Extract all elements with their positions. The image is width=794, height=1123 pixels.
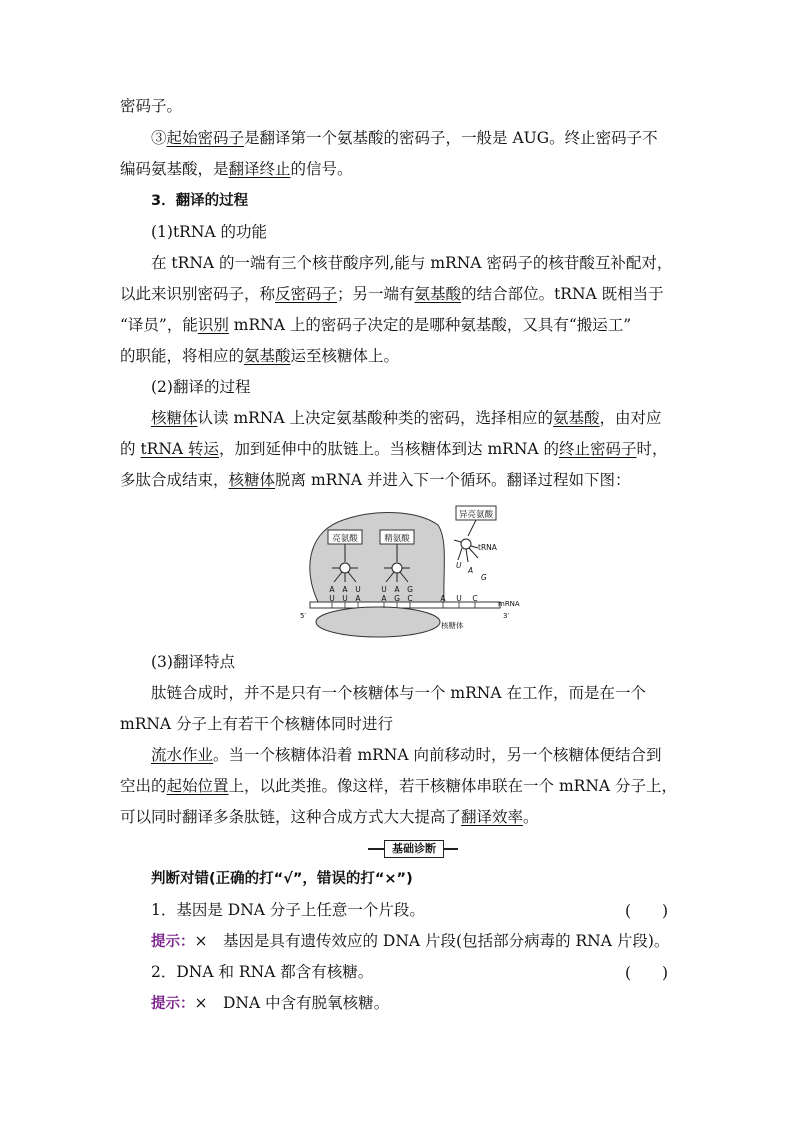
anticodon-base: G [481,573,487,582]
ribosome-small-subunit [316,607,440,637]
text: 运至核糖体上。 [290,347,400,365]
exercise-instructions: 判断对错(正确的打“√”，错误的打“×”) [151,871,413,887]
trna-molecule [454,520,478,562]
underlined-term: 翻译效率 [461,808,524,826]
question-2: 2．DNA 和 RNA 都含有核糖。 [151,963,374,981]
underlined-term: 流水作业 [151,746,214,764]
paragraph-line [120,95,680,117]
anticodon-base: U [381,585,387,594]
codon-base: C [472,594,478,603]
underlined-term: 起始密码子 [166,129,245,147]
codon-base: U [342,594,348,603]
section-heading: 3．翻译的过程 [151,193,249,209]
anticodon-base: A [468,566,474,575]
underlined-term: 起始位置 [166,777,229,795]
codon-base: U [329,594,335,603]
anticodon-base: A [394,585,400,594]
anticodon-base: U [456,561,462,570]
answer-blank-1: ( ) [625,902,669,920]
paragraph-line: 在 tRNA 的一端有三个核苷酸序列,能与 mRNA 密码子的核苷酸互补配对， [151,254,673,272]
text: 脱离 mRNA 并进入下一个循环。翻译过程如下图： [275,471,631,489]
paragraph-line [151,127,711,149]
text: 上，以此类推。像这样，若干核糖体串联在一个 mRNA 分子上， [228,777,678,795]
text: 是翻译第一个氨基酸的密码子，一般是 AUG。终止密码子不 [244,129,658,147]
hint-text: DNA 中含有脱氧核糖。 [207,994,390,1012]
underlined-term: 识别 [197,316,229,334]
ribosome-label: 核糖体 [441,621,464,630]
codon-base: A [381,594,387,603]
paragraph-line [120,283,680,305]
anticodon-base: A [342,585,348,594]
text: ③ [151,129,167,147]
underlined-term: 氨基酸 [414,285,462,303]
text: 的信号。 [290,160,353,178]
codon-base: G [394,594,400,603]
paragraph-line: mRNA 分子上有若干个核糖体同时进行 [120,715,394,733]
paragraph-line [120,775,680,797]
hint-label: 提示： [151,934,195,950]
amino-acid-label: 精氨酸 [384,534,410,544]
wrong-mark: × [194,932,208,950]
paragraph-line [151,744,711,766]
hint-2 [151,992,711,1015]
text: 多肽合成结束， [120,471,229,489]
banner-title: 基础诊断 [384,840,444,858]
underlined-term: 核糖体 [151,409,198,427]
text: 编码氨基酸，是 [120,160,229,178]
hint-1 [151,930,711,953]
paragraph-line: 肽链合成时，并不是只有一个核糖体与一个 mRNA 在工作，而是在一个 [151,684,646,702]
underlined-term: 翻译终止 [228,160,291,178]
codon-base: A [440,594,446,603]
paragraph-line [120,438,680,460]
text: 认读 mRNA 上决定氨基酸种类的密码，选择相应的 [197,409,553,427]
text: 的职能，将相应的 [120,347,245,365]
text: 时， [636,440,668,458]
text: ，由对应 [599,409,662,427]
text: 的 [120,440,141,458]
codon-base: A [355,594,361,603]
mrna-label: mRNA [498,600,520,608]
codon-base: C [407,594,413,603]
translation-diagram [298,500,528,642]
section-banner [368,840,458,858]
text: 可以同时翻译多条肽链，这种合成方式大大提高了 [120,808,462,826]
anticodon-base: A [329,585,335,594]
anticodon-base: U [355,585,361,594]
text: 以此来识别密码子，称 [120,285,276,303]
underlined-term: 反密码子 [275,285,338,303]
text: 。 [523,808,539,826]
paragraph-line [151,407,711,429]
wrong-mark: × [194,994,208,1012]
subsection-heading: (3)翻译特点 [151,653,235,671]
text: ；另一端有 [337,285,415,303]
trna-label: tRNA [478,543,497,552]
underlined-term: 氨基酸 [244,347,291,365]
text: 。当一个核糖体沿着 mRNA 向前移动时，另一个核糖体便结合到 [213,746,662,764]
amino-acid-label: 异亮氨酸 [458,510,494,520]
anticodon-base: G [407,585,413,594]
paragraph-line [120,314,680,336]
amino-acid-label: 亮氨酸 [332,534,358,544]
text: “译员”，能 [120,316,198,334]
text: 密码子。 [120,97,183,115]
subsection-heading: (2)翻译的过程 [151,378,251,396]
text: ，加到延伸中的肽链上。当核糖体到达 mRNA 的 [219,440,560,458]
three-prime-label: 3′ [503,612,510,620]
underlined-term: 核糖体 [228,471,276,489]
paragraph-line [120,806,680,828]
hint-label: 提示： [151,996,195,1012]
paragraph-line [120,345,680,367]
paragraph-line [120,158,680,180]
hint-text: 基因是具有遗传效应的 DNA 片段(包括部分病毒的 RNA 片段)。 [207,932,670,950]
answer-blank-2: ( ) [625,964,669,982]
text: mRNA 上的密码子决定的是哪种氨基酸，又具有“搬运工” [228,316,632,334]
five-prime-label: 5′ [300,612,307,620]
underlined-term: 终止密码子 [559,440,637,458]
subsection-heading: (1)tRNA 的功能 [151,223,268,241]
question-1: 1．基因是 DNA 分子上任意一个片段。 [151,901,425,919]
paragraph-line [120,469,680,491]
codon-base: U [456,594,462,603]
text: 的结合部位。tRNA 既相当于 [461,285,664,303]
underlined-term: 氨基酸 [553,409,600,427]
underlined-term: tRNA 转运 [140,440,220,458]
text: 空出的 [120,777,167,795]
